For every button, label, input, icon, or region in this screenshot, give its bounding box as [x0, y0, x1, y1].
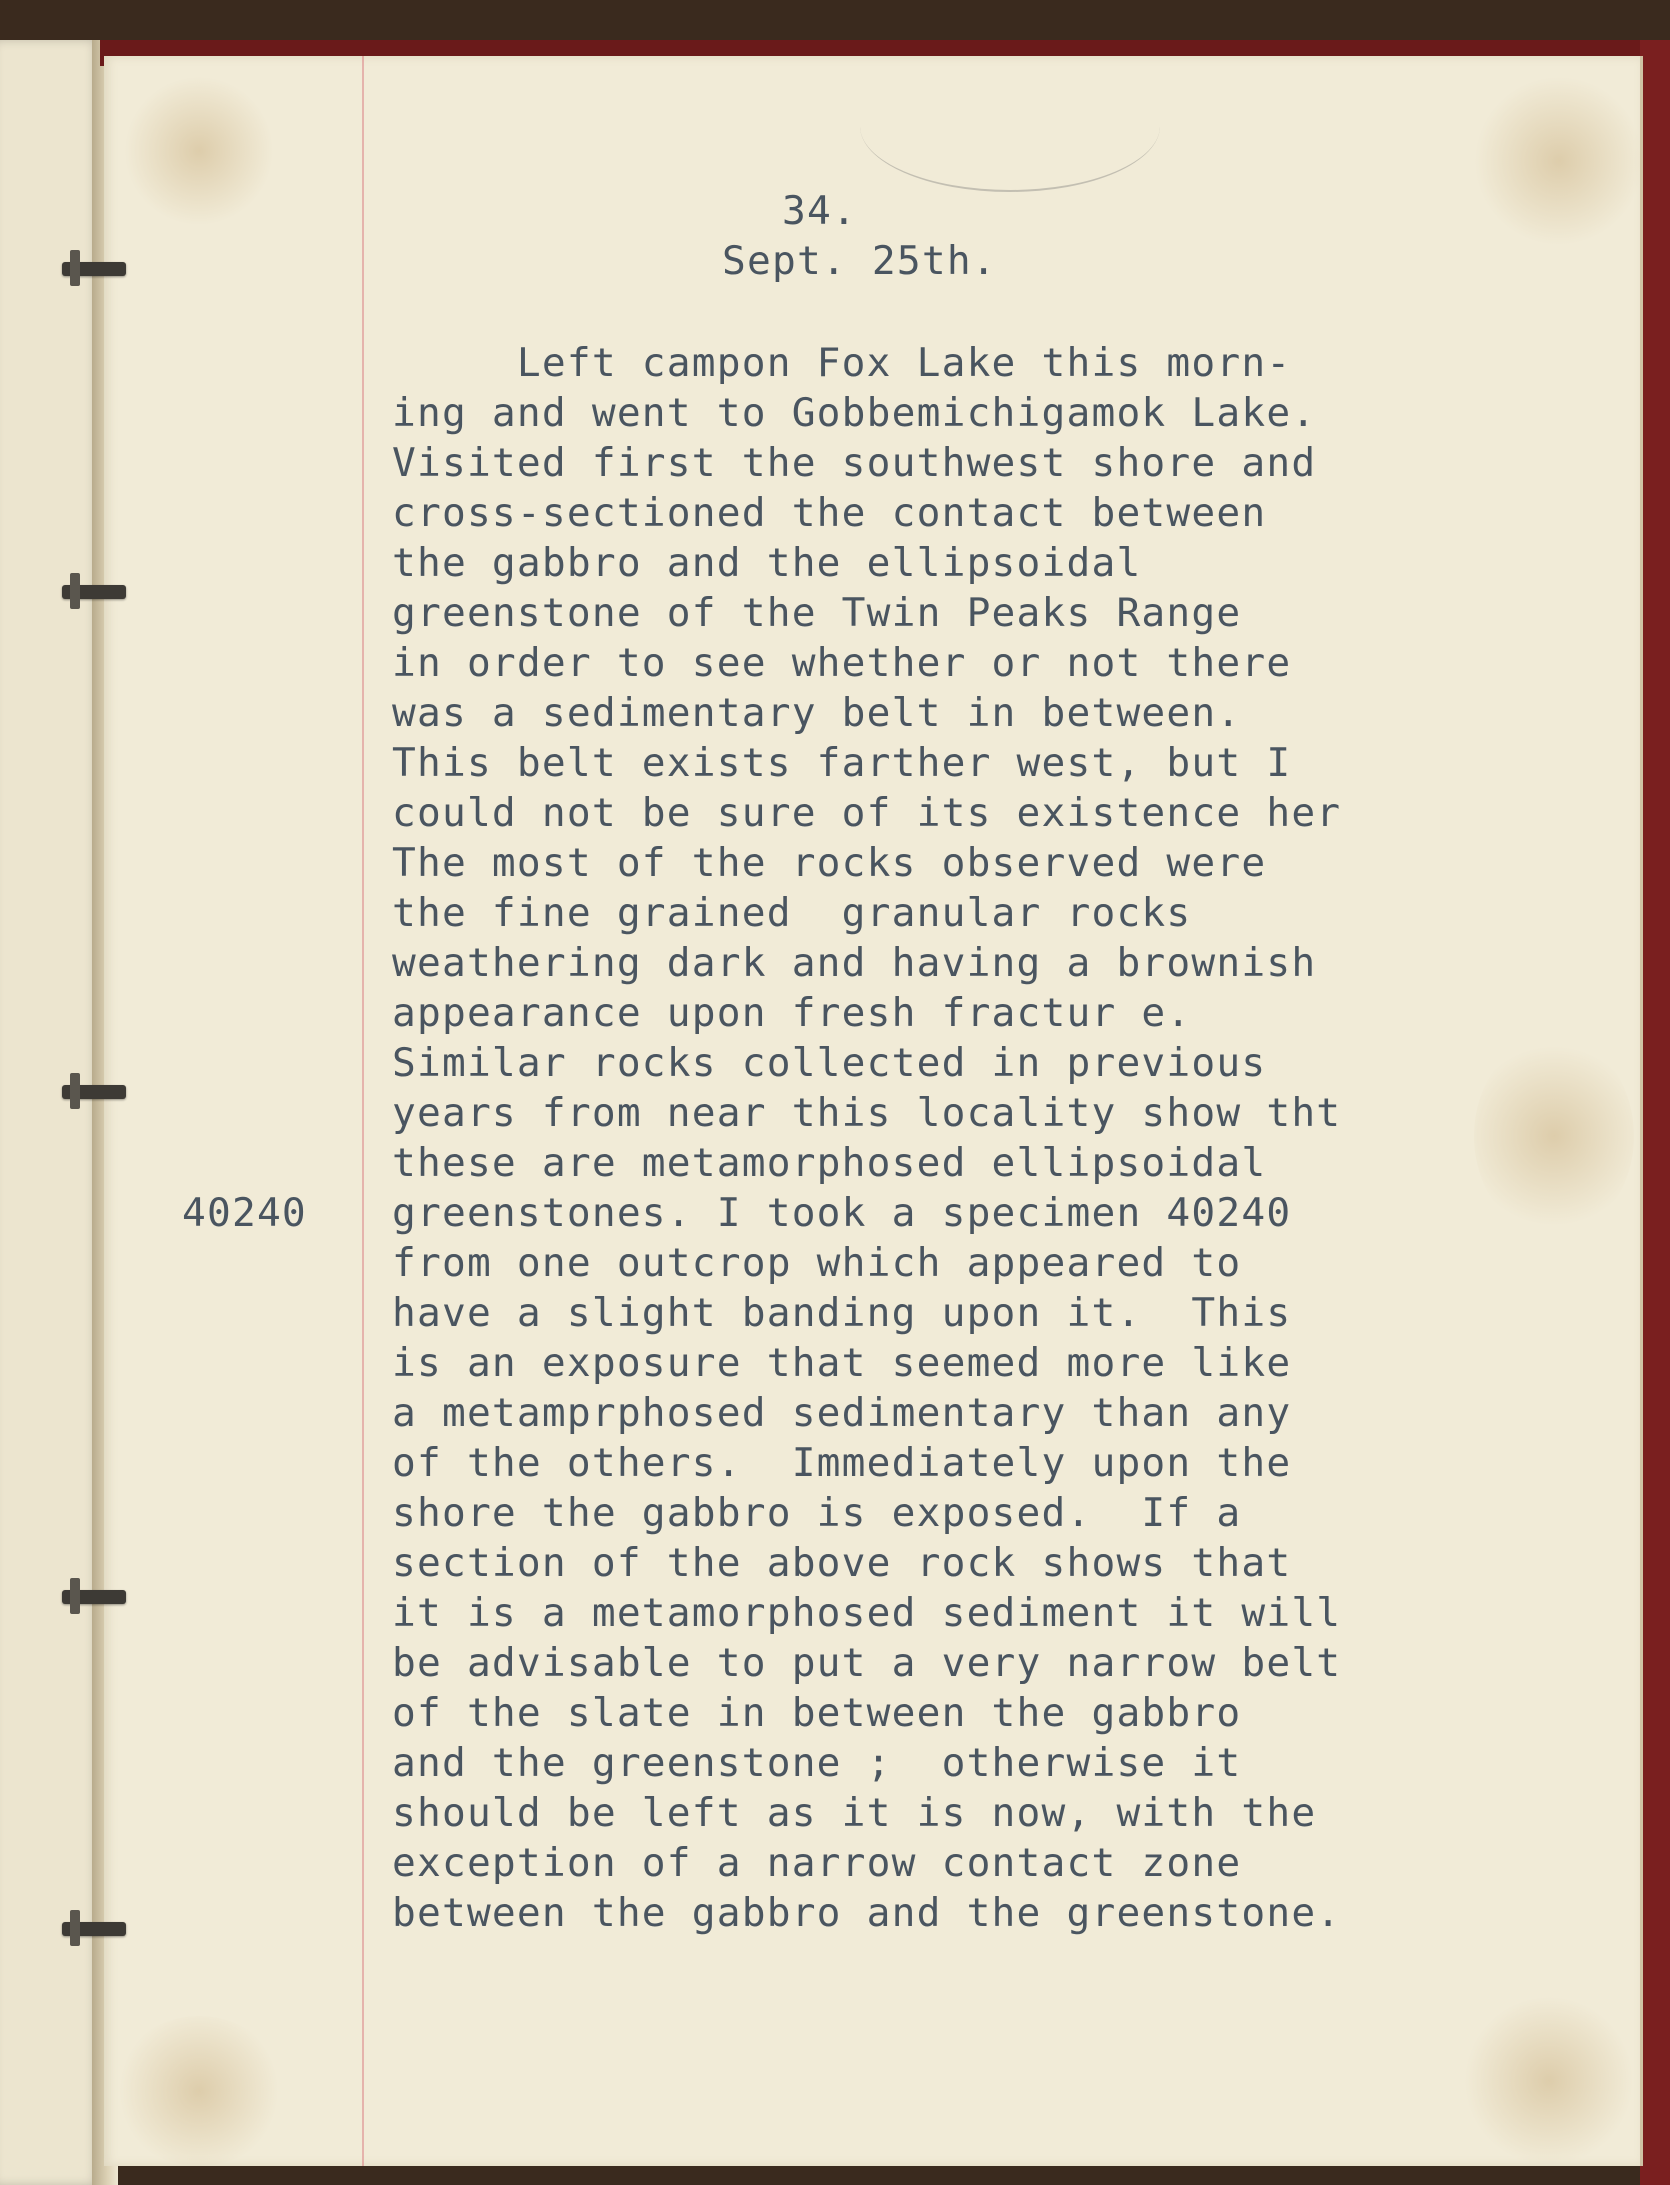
text-line: the fine grained granular rocks: [392, 890, 1192, 936]
text-line: section of the above rock shows that: [392, 1540, 1292, 1586]
typed-entry-text: [392, 338, 1552, 1938]
margin-rule: [362, 56, 364, 2166]
text-line: greenstones. I took a specimen 40240: [392, 1190, 1292, 1236]
text-line: these are metamorphosed ellipsoidal: [392, 1140, 1267, 1186]
text-line: years from near this locality show tht: [392, 1090, 1342, 1136]
text-line: The most of the rocks observed were: [392, 840, 1267, 886]
text-line: exception of a narrow contact zone: [392, 1840, 1242, 1886]
text-line: be advisable to put a very narrow belt: [392, 1640, 1342, 1686]
text-line: weathering dark and having a brownish: [392, 940, 1317, 986]
text-line: Left campon Fox Lake this morn-: [392, 340, 1292, 386]
text-line: should be left as it is now, with the: [392, 1790, 1317, 1836]
text-line: a metamprphosed sedimentary than any: [392, 1390, 1292, 1436]
text-line: Visited first the southwest shore and: [392, 440, 1317, 486]
text-line: Similar rocks collected in previous: [392, 1040, 1267, 1086]
text-line: ing and went to Gobbemichigamok Lake.: [392, 390, 1317, 436]
binder-ring: [62, 1590, 126, 1604]
text-line: This belt exists farther west, but I: [392, 740, 1292, 786]
text-line: greenstone of the Twin Peaks Range: [392, 590, 1242, 636]
text-line: of the others. Immediately upon the: [392, 1440, 1292, 1486]
text-line: it is a metamorphosed sediment it will: [392, 1590, 1342, 1636]
binder-ring: [62, 585, 126, 599]
text-line: of the slate in between the gabbro: [392, 1690, 1242, 1736]
text-line: have a slight banding upon it. This: [392, 1290, 1292, 1336]
left-page-edge: [0, 40, 100, 2185]
text-line: was a sedimentary belt in between.: [392, 690, 1242, 736]
text-line: from one outcrop which appeared to: [392, 1240, 1242, 1286]
stain: [1474, 76, 1644, 246]
entry-date: Sept. 25th.: [722, 238, 997, 284]
text-line: the gabbro and the ellipsoidal: [392, 540, 1142, 586]
text-line: is an exposure that seemed more like: [392, 1340, 1292, 1386]
stain: [1464, 1996, 1634, 2166]
text-line: shore the gabbro is exposed. If a: [392, 1490, 1242, 1536]
text-line: appearance upon fresh fractur e.: [392, 990, 1192, 1036]
text-line: and the greenstone ; otherwise it: [392, 1740, 1242, 1786]
stain: [114, 2016, 284, 2166]
specimen-number-margin-note: 40240: [182, 1190, 307, 1236]
binder-ring: [62, 1085, 126, 1099]
text-line: between the gabbro and the greenstone.: [392, 1890, 1342, 1936]
pencil-mark: [860, 60, 1160, 192]
binder-ring: [62, 262, 126, 276]
text-line: in order to see whether or not there: [392, 640, 1292, 686]
text-line: cross-sectioned the contact between: [392, 490, 1267, 536]
page-number: 34.: [782, 188, 857, 234]
stain: [124, 76, 274, 226]
cover-edge-right: [1640, 40, 1670, 2185]
binder-ring: [62, 1922, 126, 1936]
text-line: could not be sure of its existence her: [392, 790, 1342, 836]
